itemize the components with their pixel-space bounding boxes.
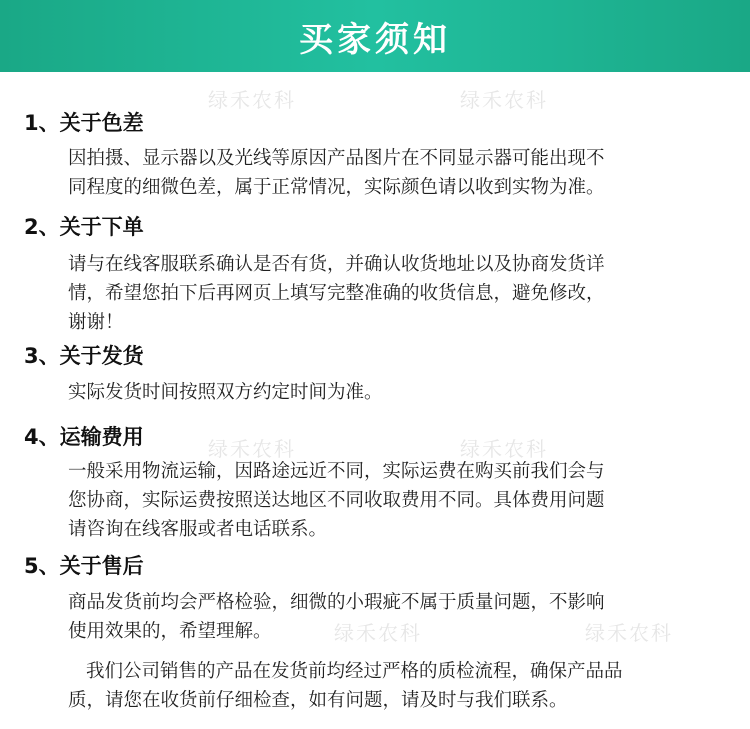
watermark: 绿禾农科 — [334, 621, 422, 645]
section-body-shipping-fee — [68, 457, 708, 544]
section-heading-color-difference: 1、关于色差 — [24, 111, 144, 135]
watermark: 绿禾农科 — [208, 88, 296, 112]
section-heading-ordering: 2、关于下单 — [24, 215, 144, 239]
text-line: 同程度的细微色差，属于正常情况，实际颜色请以收到实物为准。 — [68, 177, 605, 198]
section-heading-after-sales: 5、关于售后 — [24, 554, 144, 578]
text-line: 您协商，实际运费按照送达地区不同收取费用不同。具体费用问题 — [68, 490, 605, 511]
watermark: 绿禾农科 — [585, 621, 673, 645]
page-title: 买家须知 — [299, 19, 451, 60]
text-line: 请咨询在线客服或者电话联系。 — [68, 519, 328, 540]
section-heading-shipping: 3、关于发货 — [24, 344, 144, 368]
text-line: 质，请您在收货前仔细检查，如有问题，请及时与我们联系。 — [68, 690, 568, 711]
watermark: 绿禾农科 — [208, 437, 296, 461]
text-line: 使用效果的，希望理解。 — [68, 621, 272, 642]
section-body-shipping — [68, 378, 708, 407]
text-line: 因拍摄、显示器以及光线等原因产品图片在不同显示器可能出现不 — [68, 148, 605, 169]
text-line: 请与在线客服联系确认是否有货，并确认收货地址以及协商发货详 — [68, 254, 605, 275]
section-body-ordering — [68, 250, 708, 337]
section-body-color-difference — [68, 144, 708, 202]
section-heading-shipping-fee: 4、运输费用 — [24, 425, 144, 449]
section-body-after-sales-note — [68, 657, 708, 715]
text-line: 一般采用物流运输，因路途远近不同，实际运费在购买前我们会与 — [68, 461, 605, 482]
watermark: 绿禾农科 — [460, 88, 548, 112]
text-line: 实际发货时间按照双方约定时间为准。 — [68, 382, 383, 403]
text-line: 谢谢！ — [68, 312, 124, 333]
section-body-after-sales — [68, 588, 708, 646]
text-line: 商品发货前均会严格检验，细微的小瑕疵不属于质量问题，不影响 — [68, 592, 605, 613]
text-line: 情，希望您拍下后再网页上填写完整准确的收货信息，避免修改， — [68, 283, 605, 304]
watermark: 绿禾农科 — [460, 437, 548, 461]
header-banner — [0, 0, 750, 72]
text-line: 我们公司销售的产品在发货前均经过严格的质检流程，确保产品品 — [86, 661, 623, 682]
